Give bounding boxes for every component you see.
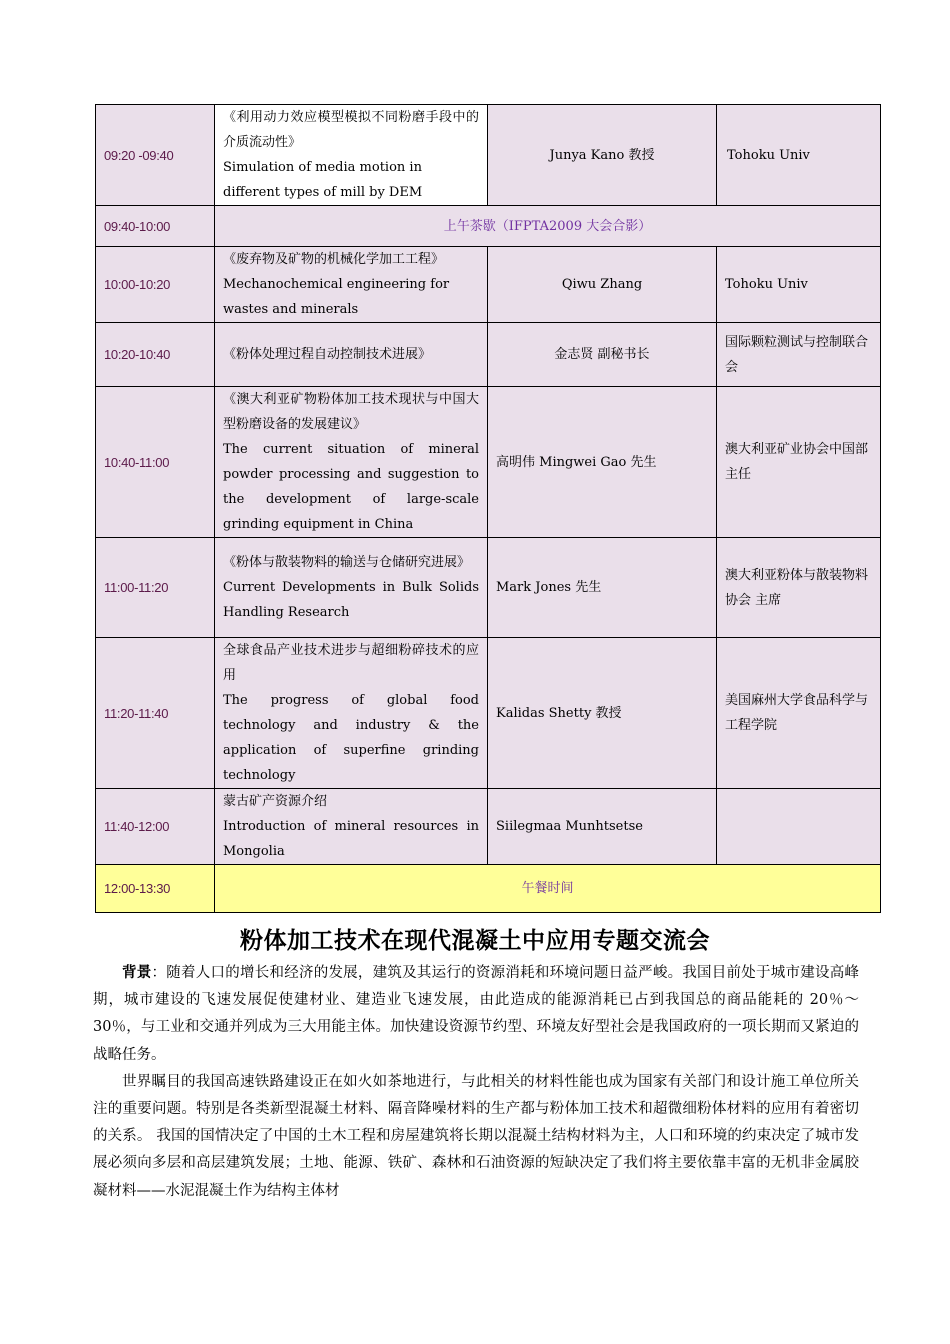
schedule-table xyxy=(95,104,881,913)
topic-cn: 《利用动力效应模型模拟不同粉磨手段中的介质流动性》 xyxy=(223,110,479,150)
section-body xyxy=(93,960,859,1205)
session-time: 10:20-10:40 xyxy=(96,323,215,387)
session-time: 10:40-11:00 xyxy=(96,387,215,538)
topic-en: Current Developments in Bulk Solids Handling Research xyxy=(223,580,479,620)
lunch-label: 午餐时间 xyxy=(215,865,881,913)
topic-en: Simulation of media motion in different types of mill by DEM xyxy=(223,160,423,200)
table-row xyxy=(96,538,881,638)
session-time: 10:00-10:20 xyxy=(96,247,215,323)
session-speaker: Kalidas Shetty 教授 xyxy=(488,638,717,789)
table-row xyxy=(96,105,881,206)
session-institution: 美国麻州大学食品科学与工程学院 xyxy=(717,638,881,789)
session-topic xyxy=(215,387,488,538)
table-row xyxy=(96,206,881,247)
session-speaker: Qiwu Zhang xyxy=(488,247,717,323)
session-institution: Tohoku Univ xyxy=(717,105,881,206)
session-topic xyxy=(215,789,488,865)
session-time: 11:00-11:20 xyxy=(96,538,215,638)
table-row xyxy=(96,638,881,789)
table-row xyxy=(96,247,881,323)
topic-cn: 全球食品产业技术进步与超细粉碎技术的应用 xyxy=(223,643,479,683)
session-institution xyxy=(717,789,881,865)
topic-cn: 《澳大利亚矿物粉体加工技术现状与中国大型粉磨设备的发展建议》 xyxy=(223,392,479,432)
section-title: 粉体加工技术在现代混凝土中应用专题交流会 xyxy=(240,928,710,954)
session-time: 09:20 -09:40 xyxy=(96,105,215,206)
session-speaker: 金志贤 副秘书长 xyxy=(488,323,717,387)
topic-cn: 《粉体与散装物料的输送与仓储研究进展》 xyxy=(223,555,471,570)
paragraph-background xyxy=(93,960,859,1069)
session-speaker: Junya Kano 教授 xyxy=(488,105,717,206)
session-speaker: Siilegmaa Munhtsetse xyxy=(488,789,717,865)
paragraph-text: ：随着人口的增长和经济的发展，建筑及其运行的资源消耗和环境问题日益严峻。我国目前处于城市建设高峰期，城市建设的飞速发展促使建材业、建造业飞速发展，由此造成的能源消耗已占到我国总的商品能耗的 20％～30％，与工业和交通并列成为三大用能主体。加快建设资源节约型、环境友好型社会是我国政府的一项长期而又紧迫的战略任务。 xyxy=(93,965,860,1063)
table-row xyxy=(96,323,881,387)
session-topic xyxy=(215,538,488,638)
session-institution: Tohoku Univ xyxy=(717,247,881,323)
break-time: 09:40-10:00 xyxy=(96,206,215,247)
session-institution: 澳大利亚矿业协会中国部 主任 xyxy=(717,387,881,538)
session-speaker: 高明伟 Mingwei Gao 先生 xyxy=(488,387,717,538)
session-institution: 国际颗粒测试与控制联合会 xyxy=(717,323,881,387)
session-topic xyxy=(215,638,488,789)
session-topic: 《粉体处理过程自动控制技术进展》 xyxy=(215,323,488,387)
topic-en: Introduction of mineral resources in Mongolia xyxy=(223,819,479,859)
topic-en: The current situation of mineral powder processing and suggestion to the development of large-scale grinding equipment in China xyxy=(223,442,479,532)
topic-en: The progress of global food technology and industry & the application of superfine grinding technology xyxy=(223,693,479,783)
session-time: 11:40-12:00 xyxy=(96,789,215,865)
topic-cn: 蒙古矿产资源介绍 xyxy=(223,794,328,809)
session-speaker: Mark Jones 先生 xyxy=(488,538,717,638)
paragraph-railway: 世界瞩目的我国高速铁路建设正在如火如茶地进行，与此相关的材料性能也成为国家有关部门和设计施工单位所关注的重要问题。特别是各类新型混凝土材料、隔音降噪材料的生产都与粉体加工技术和超微细粉体材料的应用有着密切的关系。 我国的国情决定了中国的土木工程和房屋建筑将长期以混凝土结构材料为主，人口和环境的约束决定了城市发展必须向多层和高层建筑发展；土地、能源、铁矿、森林和石油资源的短缺决定了我们将主要依靠丰富的无机非金属胶凝材料——水泥混凝土作为结构主体材 xyxy=(93,1073,859,1199)
session-time: 11:20-11:40 xyxy=(96,638,215,789)
lunch-time: 12:00-13:30 xyxy=(96,865,215,913)
background-label: 背景 xyxy=(122,965,152,981)
session-institution: 澳大利亚粉体与散装物料协会 主席 xyxy=(717,538,881,638)
table-row xyxy=(96,387,881,538)
table-row xyxy=(96,865,881,913)
session-topic: 《废弃物及矿物的机械化学加工工程》Mechanochemical engineering for wastes and minerals xyxy=(215,247,488,323)
table-row xyxy=(96,789,881,865)
session-topic xyxy=(215,105,488,206)
break-label: 上午茶歇（IFPTA2009 大会合影） xyxy=(215,206,881,247)
